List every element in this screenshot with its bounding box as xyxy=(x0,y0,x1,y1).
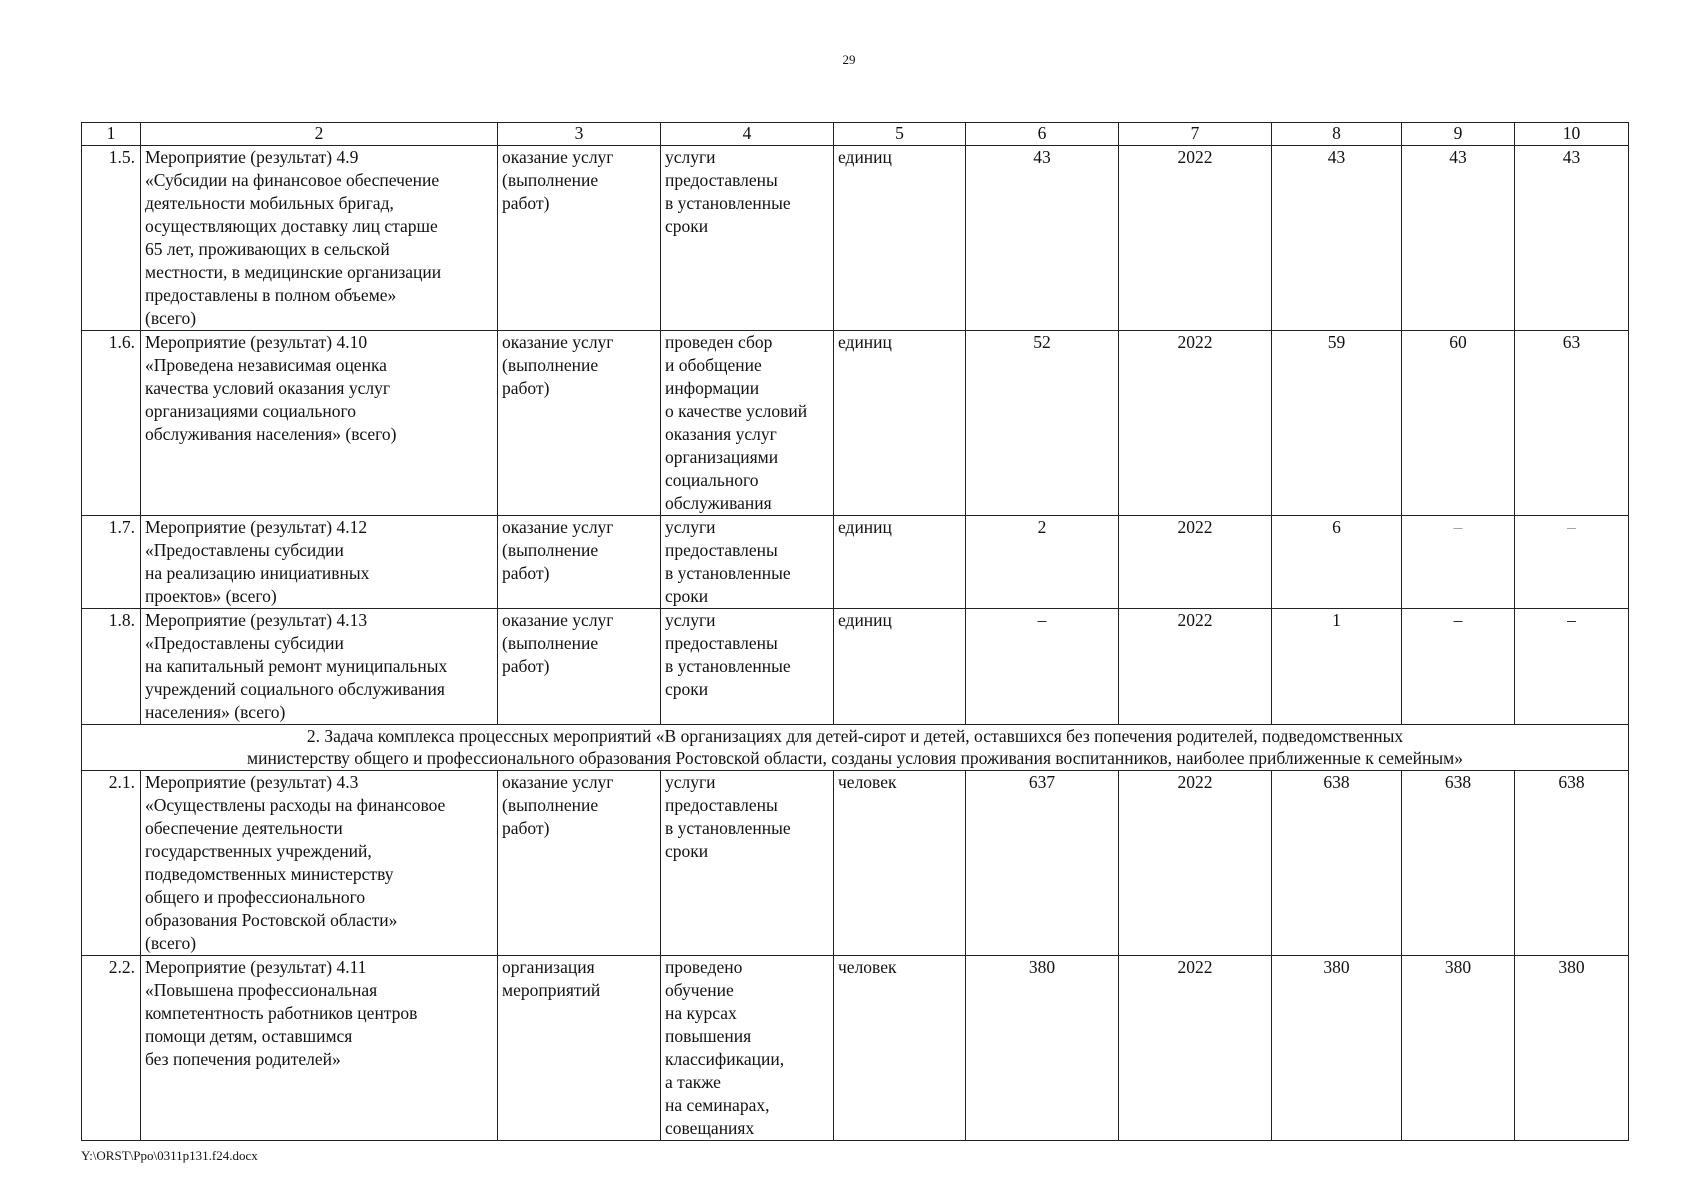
result-cell: проведен сбор и обобщение информации о качестве условий оказания услуг организациями социального обслуживания xyxy=(661,331,834,516)
value-cell: – xyxy=(1402,516,1515,609)
table-row xyxy=(82,956,1629,1141)
value-cell: 1 xyxy=(1272,609,1402,725)
value-cell: 6 xyxy=(1272,516,1402,609)
value-cell: 638 xyxy=(1402,771,1515,956)
event-cell: Мероприятие (результат) 4.3 «Осуществлены расходы на финансовое обеспечение деятельности государственных учреждений, подведомственных министерству общего и профессионального образования Ростовской области» (всего) xyxy=(141,771,498,956)
table-row xyxy=(82,331,1629,516)
type-cell: оказание услуг (выполнение работ) xyxy=(498,146,661,331)
value-cell: 638 xyxy=(1272,771,1402,956)
value-cell: 52 xyxy=(966,331,1119,516)
row-number: 1.8. xyxy=(82,609,141,725)
column-header: 10 xyxy=(1515,123,1629,146)
result-cell: услуги предоставлены в установленные сроки xyxy=(661,146,834,331)
file-path-footer: Y:\ORST\Ppo\0311p131.f24.docx xyxy=(81,1148,258,1163)
type-cell: оказание услуг (выполнение работ) xyxy=(498,516,661,609)
value-cell: 43 xyxy=(966,146,1119,331)
row-number: 1.5. xyxy=(82,146,141,331)
unit-cell: единиц xyxy=(834,609,966,725)
row-number: 1.7. xyxy=(82,516,141,609)
year-cell: 2022 xyxy=(1119,516,1272,609)
column-header: 3 xyxy=(498,123,661,146)
value-cell: 60 xyxy=(1402,331,1515,516)
column-number-row xyxy=(82,123,1629,146)
column-header: 1 xyxy=(82,123,141,146)
year-cell: 2022 xyxy=(1119,146,1272,331)
table-row xyxy=(82,771,1629,956)
value-cell: 2 xyxy=(966,516,1119,609)
value-cell: 43 xyxy=(1515,146,1629,331)
row-number: 2.2. xyxy=(82,956,141,1141)
value-cell: 380 xyxy=(1515,956,1629,1141)
year-cell: 2022 xyxy=(1119,956,1272,1141)
value-cell: – xyxy=(1402,609,1515,725)
value-cell: – xyxy=(1515,609,1629,725)
value-cell: 43 xyxy=(1272,146,1402,331)
table-row xyxy=(82,516,1629,609)
table-row xyxy=(82,609,1629,725)
event-cell: Мероприятие (результат) 4.13 «Предоставлены субсидии на капитальный ремонт муниципальных учреждений социального обслуживания населения» (всего) xyxy=(141,609,498,725)
column-header: 9 xyxy=(1402,123,1515,146)
row-number: 2.1. xyxy=(82,771,141,956)
section-title: 2. Задача комплекса процессных мероприятий «В организациях для детей-сирот и детей, оставшихся без попечения родителей, подведомственных министерству общего и профессионального образования Ростовской области, созданы условия проживания воспитанников, наиболее приближенные к семейным» xyxy=(82,725,1629,771)
value-cell: 43 xyxy=(1402,146,1515,331)
column-header: 8 xyxy=(1272,123,1402,146)
type-cell: оказание услуг (выполнение работ) xyxy=(498,771,661,956)
page-number: 29 xyxy=(842,52,856,67)
value-cell: 380 xyxy=(1402,956,1515,1141)
year-cell: 2022 xyxy=(1119,609,1272,725)
column-header: 2 xyxy=(141,123,498,146)
type-cell: оказание услуг (выполнение работ) xyxy=(498,609,661,725)
type-cell: организация мероприятий xyxy=(498,956,661,1141)
unit-cell: человек xyxy=(834,771,966,956)
column-header: 5 xyxy=(834,123,966,146)
value-cell: 59 xyxy=(1272,331,1402,516)
unit-cell: единиц xyxy=(834,516,966,609)
result-cell: проведено обучение на курсах повышения классификации, а также на семинарах, совещаниях xyxy=(661,956,834,1141)
value-cell: – xyxy=(966,609,1119,725)
value-cell: 637 xyxy=(966,771,1119,956)
event-cell: Мероприятие (результат) 4.11 «Повышена профессиональная компетентность работников центров помощи детям, оставшимся без попечения родителей» xyxy=(141,956,498,1141)
value-cell: – xyxy=(1515,516,1629,609)
event-cell: Мероприятие (результат) 4.9 «Субсидии на финансовое обеспечение деятельности мобильных бригад, осуществляющих доставку лиц старше 65 лет, проживающих в сельской местности, в медицинские организации предоставлены в полном объеме» (всего) xyxy=(141,146,498,331)
result-cell: услуги предоставлены в установленные сроки xyxy=(661,771,834,956)
result-cell: услуги предоставлены в установленные сроки xyxy=(661,516,834,609)
value-cell: 638 xyxy=(1515,771,1629,956)
unit-cell: единиц xyxy=(834,331,966,516)
unit-cell: единиц xyxy=(834,146,966,331)
column-header: 7 xyxy=(1119,123,1272,146)
value-cell: 380 xyxy=(966,956,1119,1141)
column-header: 6 xyxy=(966,123,1119,146)
event-cell: Мероприятие (результат) 4.10 «Проведена независимая оценка качества условий оказания услуг организациями социального обслуживания населения» (всего) xyxy=(141,331,498,516)
year-cell: 2022 xyxy=(1119,771,1272,956)
value-cell: 380 xyxy=(1272,956,1402,1141)
table-row xyxy=(82,146,1629,331)
year-cell: 2022 xyxy=(1119,331,1272,516)
column-header: 4 xyxy=(661,123,834,146)
unit-cell: человек xyxy=(834,956,966,1141)
row-number: 1.6. xyxy=(82,331,141,516)
result-cell: услуги предоставлены в установленные сроки xyxy=(661,609,834,725)
value-cell: 63 xyxy=(1515,331,1629,516)
section-row xyxy=(82,725,1629,771)
measures-table xyxy=(81,122,1629,1141)
event-cell: Мероприятие (результат) 4.12 «Предоставлены субсидии на реализацию инициативных проектов» (всего) xyxy=(141,516,498,609)
type-cell: оказание услуг (выполнение работ) xyxy=(498,331,661,516)
